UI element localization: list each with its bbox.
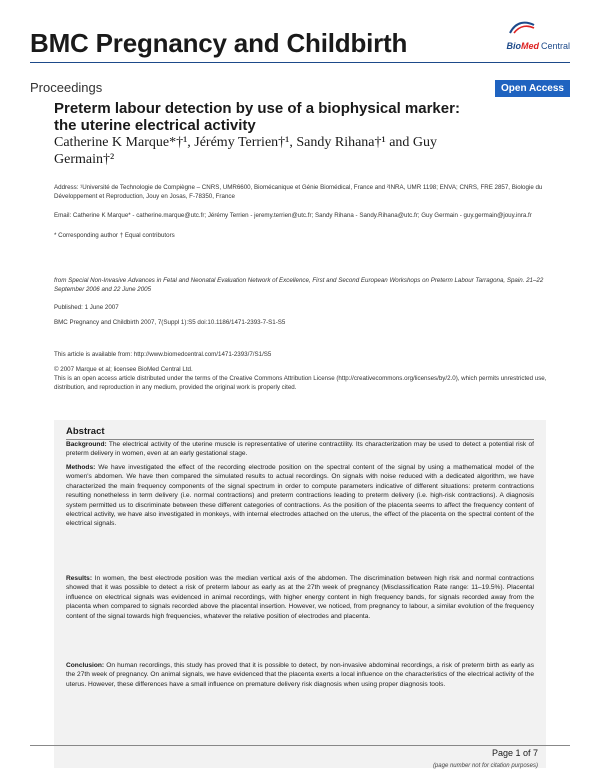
author-address: Address: ¹Université de Technologie de Compiègne – CNRS, UMR6600, Biomécanique et Génie Biomédical, France and ²INRA, UMR 1198; ENVA; CNRS, FRE 2857, Biologie du Développement et Reproduction, Jouy en Josas, F-78350, France	[54, 184, 543, 200]
methods-text: We have investigated the effect of the recording electrode position on the spectral content of the signal by using a mathematical model of the women's abdomen. We have then compared the simulated results to actual recordings. On signals with noise reduced with a dedicated algorithm, we have characterized the main frequency components of the signal spectrum in order to compute parameters indicative of different situations: preterm contractions resulting nonetheless in term delivery (i.e. normal contractions) and preterm contractions leading to preterm delivery (i.e. high-risk contractions). A diagnosis system permitted us to discriminate between these different categories of contractions. As the position of the placenta seems to affect the frequency content of electrical activity, we have also investigated in monkeys, with internal electrodes attached on the uterus, the effect of the placenta on the spectral content of the electrical signals.	[66, 464, 534, 528]
header-divider	[30, 62, 570, 63]
abstract-heading: Abstract	[66, 426, 105, 437]
journal-title: BMC Pregnancy and Childbirth	[30, 28, 408, 58]
logo-med: Med	[520, 41, 539, 51]
license-text: This is an open access article distributed under the terms of the Creative Commons Attribution License (http://creativecommons.org/licenses/by/2.0), which permits unrestricted use, distribution, and reproduction in any medium, provided the original work is properly cited.	[54, 375, 547, 391]
abstract-methods	[66, 463, 534, 529]
article-title: Preterm labour detection by use of a biophysical marker: the uterine electrical activity	[54, 100, 460, 134]
author-emails: Email: Catherine K Marque* - catherine.marque@utc.fr; Jérémy Terrien - jeremy.terrien@utc.fr; Sandy Rihana - Sandy.Rihana@utc.fr; Guy Germain - guy.germain@jouy.inra.fr	[54, 212, 532, 219]
results-text: In women, the best electrode position was the median vertical axis of the abdomen. The discrimination between high risk and normal contractions showed that it was possible to detect a risk of preterm labour as early as at the 27th week of pregnancy (Misclassification Rate range: 11–19.5%). Placental influence on electrical signals was evidenced in animal recordings, with higher energy content in high frequency bands, for signals recorded away from the placenta when compared to signals recorded above the placental insertion. However, we noticed, from pregnancy to labour, a similar evolution of the frequency content of the signal towards high frequencies, whatever the relative position of electrodes and placenta.	[66, 575, 534, 620]
logo-bio: Bio	[506, 41, 521, 51]
background-label: Background:	[66, 441, 107, 448]
abstract-conclusion	[66, 661, 534, 689]
page-number-note: (page number not for citation purposes)	[432, 763, 538, 769]
conclusion-text: On human recordings, this study has proved that it is possible to detect, by non-invasive abdominal recordings, a risk of preterm birth as early as the 27th week of pregnancy. On animal signals, we have evidenced that the placenta exerts a local influence on the characteristics of the electrical activity of the uterus. However, these differences have a small influence on premature delivery risk diagnosis when using proper diagnosis tools.	[66, 662, 535, 688]
supplement-source: from Special Non-Invasive Advances in Fetal and Neonatal Evaluation Network of Excellence, First and Second European Workshops on Preterm Labour Tarragona, Spain. 21–22 September 2006 and 22 June 2005	[54, 277, 544, 293]
availability-link[interactable]: This article is available from: http://www.biomedcentral.com/1471-2393/7/S1/S5	[54, 351, 272, 358]
open-access-badge: Open Access	[495, 80, 570, 97]
copyright-line: © 2007 Marque et al; licensee BioMed Central Ltd.	[54, 366, 193, 373]
published-date: Published: 1 June 2007	[54, 304, 119, 311]
background-text: The electrical activity of the uterine muscle is representative of uterine contractility. Its characterization may be used to detect a potential risk of preterm delivery in women, even at an early gestational stage.	[66, 441, 534, 458]
page-number: Page 1 of 7	[491, 748, 538, 758]
citation-line: BMC Pregnancy and Childbirth 2007, 7(Suppl 1):S5 doi:10.1186/1471-2393-7-S1-S5	[54, 319, 286, 326]
author-list: Catherine K Marque*†¹, Jérémy Terrien†¹, Sandy Rihana†¹ and Guy Germain†²	[54, 135, 438, 167]
conclusion-label: Conclusion:	[66, 662, 105, 669]
abstract-results	[66, 574, 534, 621]
logo-central: Central	[540, 41, 570, 51]
footer-divider	[30, 745, 570, 746]
logo-swoosh-icon	[508, 19, 536, 35]
biomed-central-logo	[506, 33, 570, 59]
methods-label: Methods:	[66, 464, 96, 471]
section-label: Proceedings	[30, 80, 103, 95]
corresponding-note: * Corresponding author † Equal contributors	[54, 232, 175, 239]
abstract-background	[66, 440, 534, 459]
results-label: Results:	[66, 575, 93, 582]
